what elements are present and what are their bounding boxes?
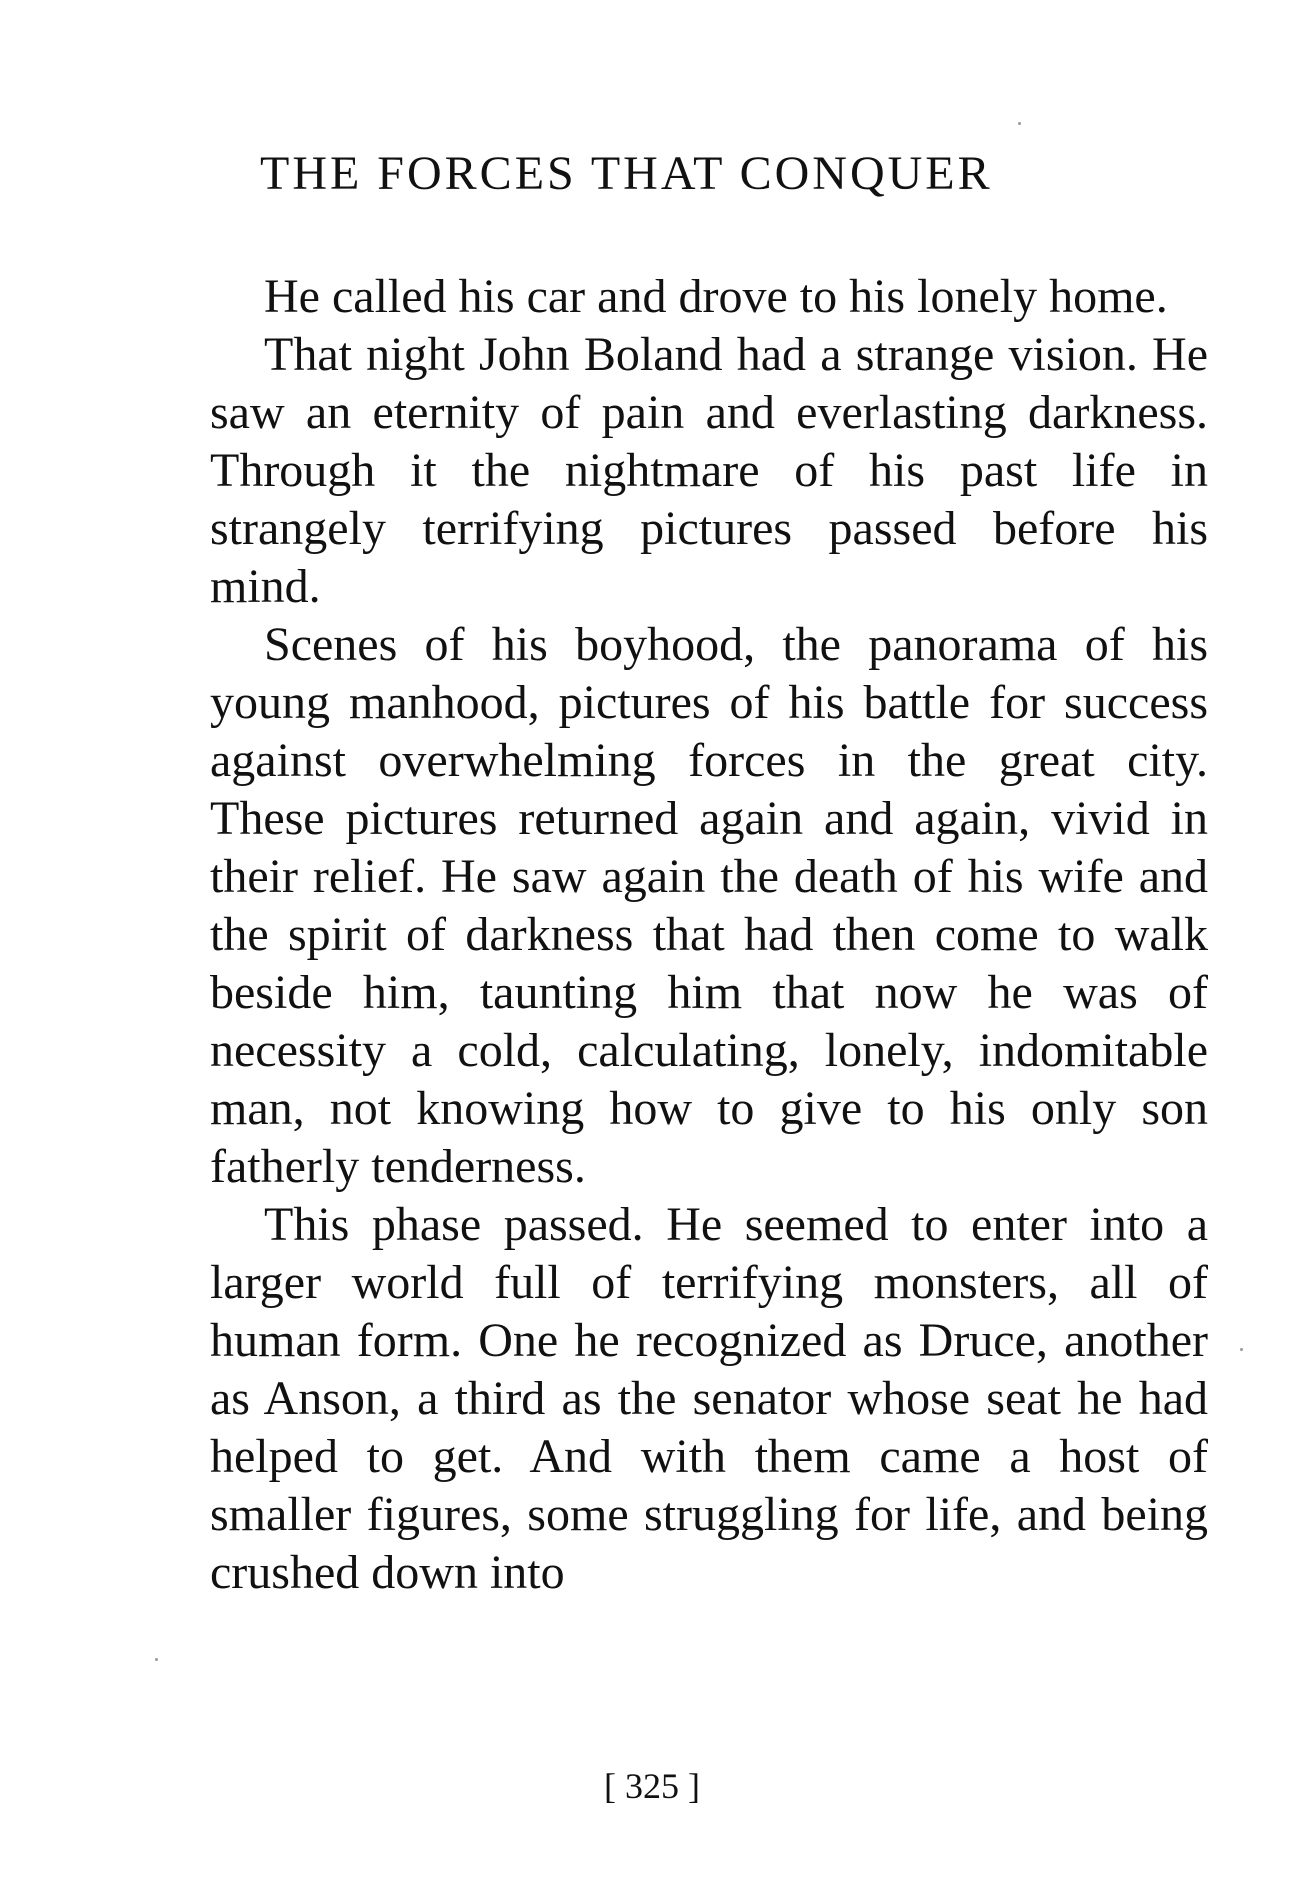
paragraph: Scenes of his boyhood, the panorama of his young manhood, pictures of his battle for success against overwhelming forces in the great city. These pictures returned again and again, vivid in their relief. He saw again the death of his wife and the spirit of darkness that had then come to walk beside him, taunting him that now he was of necessity a cold, calculating, lonely, indomitable man, not knowing how to give to his only son fatherly tenderness. bbox=[210, 618, 1208, 1193]
body-text bbox=[210, 268, 1208, 1602]
paper-speck bbox=[1018, 122, 1021, 125]
paper-speck bbox=[1240, 1348, 1243, 1351]
paper-speck bbox=[155, 1658, 158, 1661]
page-number: [ 325 ] bbox=[604, 1766, 700, 1806]
running-head: THE FORCES THAT CONQUER bbox=[260, 147, 993, 200]
paragraph: That night John Boland had a strange vision. He saw an eternity of pain and everlasting darkness. Through it the nightmare of his past life in strangely terrifying pictures passed before his mind. bbox=[210, 328, 1208, 613]
paragraph: This phase passed. He seemed to enter into a larger world full of terrifying monsters, all of human form. One he recognized as Druce, another as Anson, a third as the senator whose seat he had helped to get. And with them came a host of smaller figures, some struggling for life, and being crushed down into bbox=[210, 1198, 1208, 1599]
paragraph: He called his car and drove to his lonely home. bbox=[264, 270, 1168, 323]
